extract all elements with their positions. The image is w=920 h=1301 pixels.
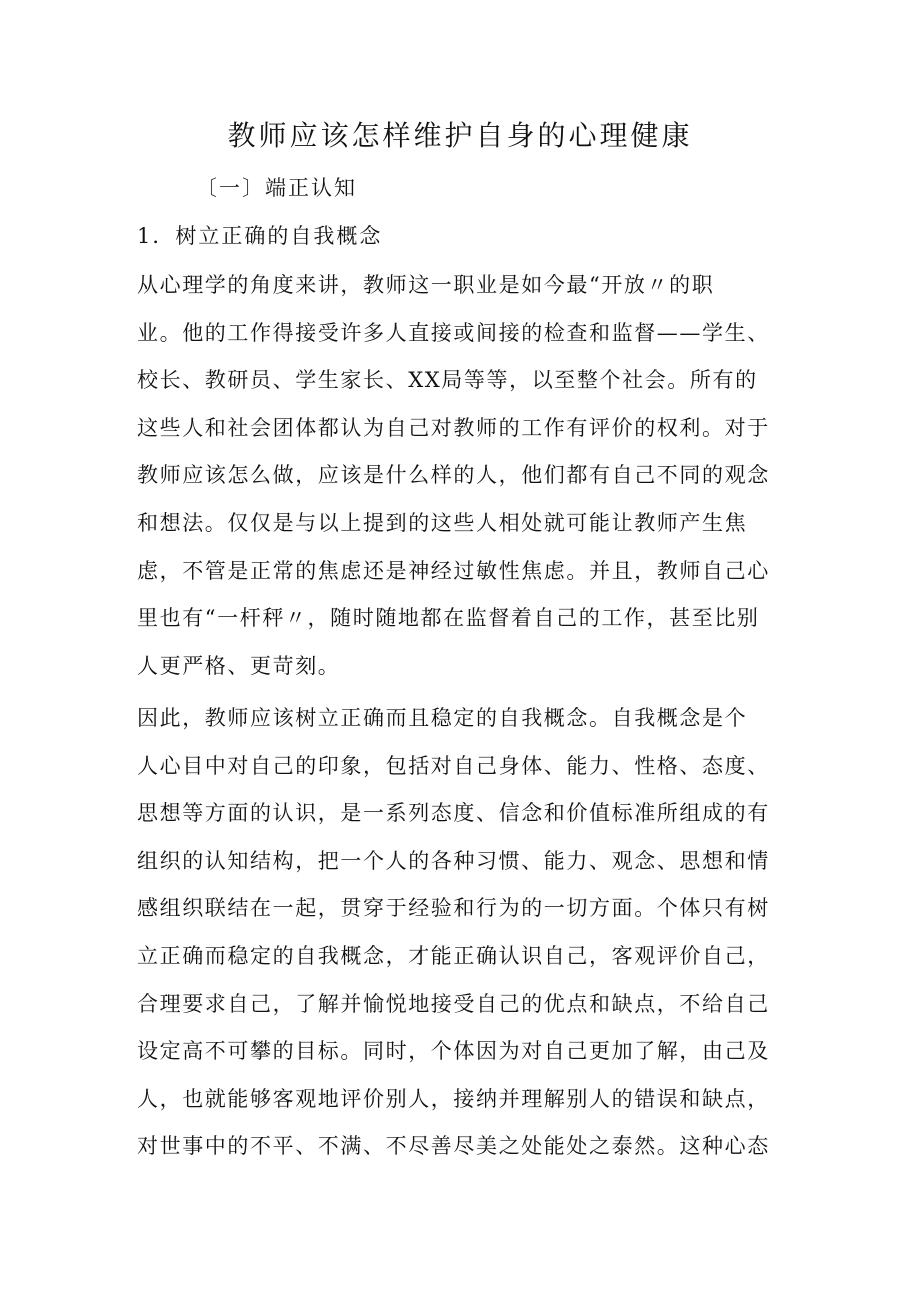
text-line: 人，也就能够客观地评价别人，接纳并理解别人的错误和缺点， — [137, 1086, 770, 1111]
text-line: 和想法。仅仅是与以上提到的这些人相处就可能让教师产生焦 — [137, 510, 748, 535]
text-line: 立正确而稳定的自我概念，才能正确认识自己，客观评价自己， — [137, 943, 770, 968]
text-line: 校长、教研员、学生家长、XX局等等，以至整个社会。所有的 — [137, 368, 758, 393]
text-line: 设定高不可攀的目标。同时，个体因为对自己更加了解，由己及 — [137, 1039, 770, 1064]
section-heading: 〔一〕端正认知 — [196, 176, 357, 200]
text-line: 因此，教师应该树立正确而且稳定的自我概念。自我概念是个 — [137, 706, 748, 730]
document-title: 教师应该怎样维护自身的心理健康 — [227, 119, 693, 152]
text-line: 思想等方面的认识，是一系列态度、信念和价值标准所组成的有 — [137, 801, 770, 826]
text-line: 人更严格、更苛刻。 — [137, 653, 341, 678]
text-line: 人心目中对自己的印象，包括对自己身体、能力、性格、态度、 — [137, 753, 770, 778]
text-line: 组织的认知结构，把一个人的各种习惯、能力、观念、思想和情 — [137, 848, 770, 873]
text-line: 这些人和社会团体都认为自己对教师的工作有评价的权利。对于 — [137, 415, 770, 440]
text-line: 感组织联结在一起，贯穿于经验和行为的一切方面。个体只有树 — [137, 896, 770, 921]
text-line: 里也有“一杆秤〃，随时随地都在监督着自己的工作，甚至比别 — [137, 606, 760, 631]
paragraph-2 — [137, 695, 787, 1171]
text-line: 业。他的工作得接受许多人直接或间接的检查和监督——学生、 — [137, 320, 770, 345]
sub-heading: 1．树立正确的自我概念 — [137, 224, 383, 248]
text-line: 从心理学的角度来讲，教师这一职业是如今最“开放〃的职 — [137, 273, 715, 297]
text-line: 对世事中的不平、不满、不尽善尽美之处能处之泰然。这种心态 — [137, 1134, 770, 1159]
text-line: 虑，不管是正常的焦虑还是神经过敏性焦虑。并且，教师自己心 — [137, 558, 770, 583]
paragraph-1 — [137, 262, 787, 690]
text-line: 合理要求自己，了解并愉悦地接受自己的优点和缺点，不给自己 — [137, 991, 770, 1016]
text-line: 教师应该怎么做，应该是什么样的人，他们都有自己不同的观念 — [137, 463, 770, 488]
